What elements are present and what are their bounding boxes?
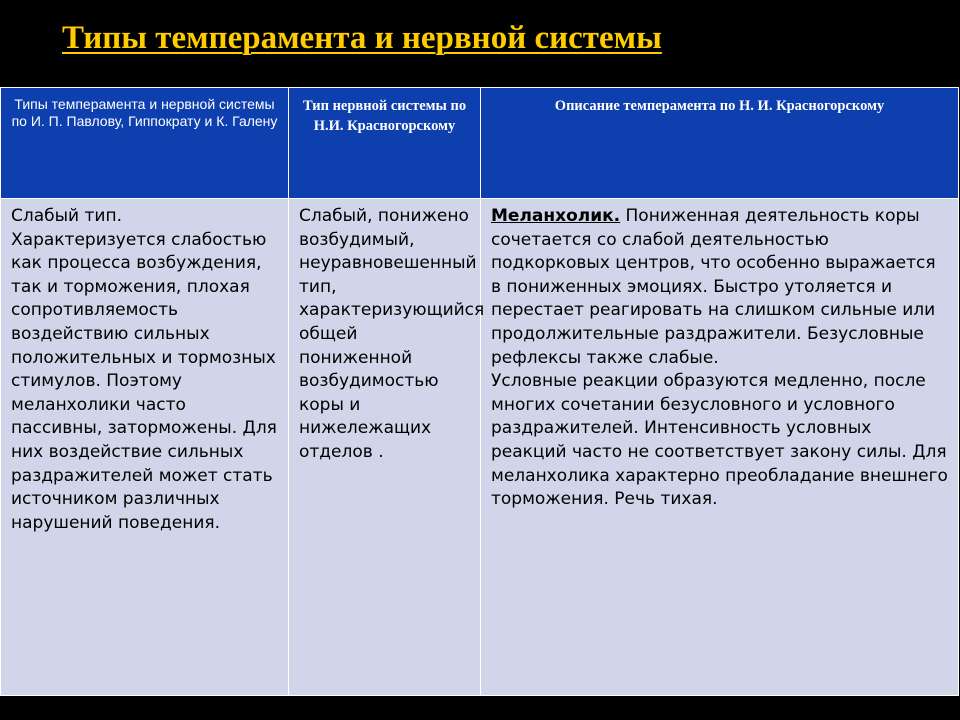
cell-melancholic-description xyxy=(481,199,959,696)
table xyxy=(0,87,959,696)
temperament-table xyxy=(0,87,958,696)
header-pavlov-types: Типы темперамента и нервной системы по И. П. Павлову, Гиппократу и К. Галену xyxy=(1,88,289,199)
description-text-conditioned: Условные реакции образуются медленно, после многих сочетании безусловного и условного раздражителей. Интенсивность условных реакций часто не соответствует закону силы. Для меланхолика характерно преобладание внешнего торможения. Речь тихая. xyxy=(491,371,948,510)
cell-weak-type: Слабый тип. Характеризуется слабостью как процесса возбуждения, так и торможения, плохая сопротивляемость воздействию сильных положительных и тормозных стимулов. Поэтому меланхолики часто пассивны, заторможены. Для них воздействие сильных раздражителей может стать источником различных нарушений поведения. xyxy=(1,199,289,696)
term-melancholic: Меланхолик. xyxy=(491,206,621,226)
header-krasnogorsky-type: Тип нервной системы по Н.И. Красногорскому xyxy=(289,88,481,199)
header-krasnogorsky-description: Описание темперамента по Н. И. Красногорскому xyxy=(481,88,959,199)
description-text: Пониженная деятельность коры сочетается со слабой деятельностью подкорковых центров, что особенно выражается в пониженных эмоциях. Быстро утоляется и перестает реагировать на слишком сильные или продолжительные раздражители. Безусловные рефлексы также слабые. xyxy=(491,206,936,368)
cell-nervous-system-type: Слабый, понижено возбудимый, неуравновешенный тип, характеризующийся общей пониженной возбудимостью коры и нижележащих отделов . xyxy=(289,199,481,696)
table-row xyxy=(1,199,959,696)
slide-title: Типы темперамента и нервной системы xyxy=(62,20,662,56)
table-header-row xyxy=(1,88,959,199)
